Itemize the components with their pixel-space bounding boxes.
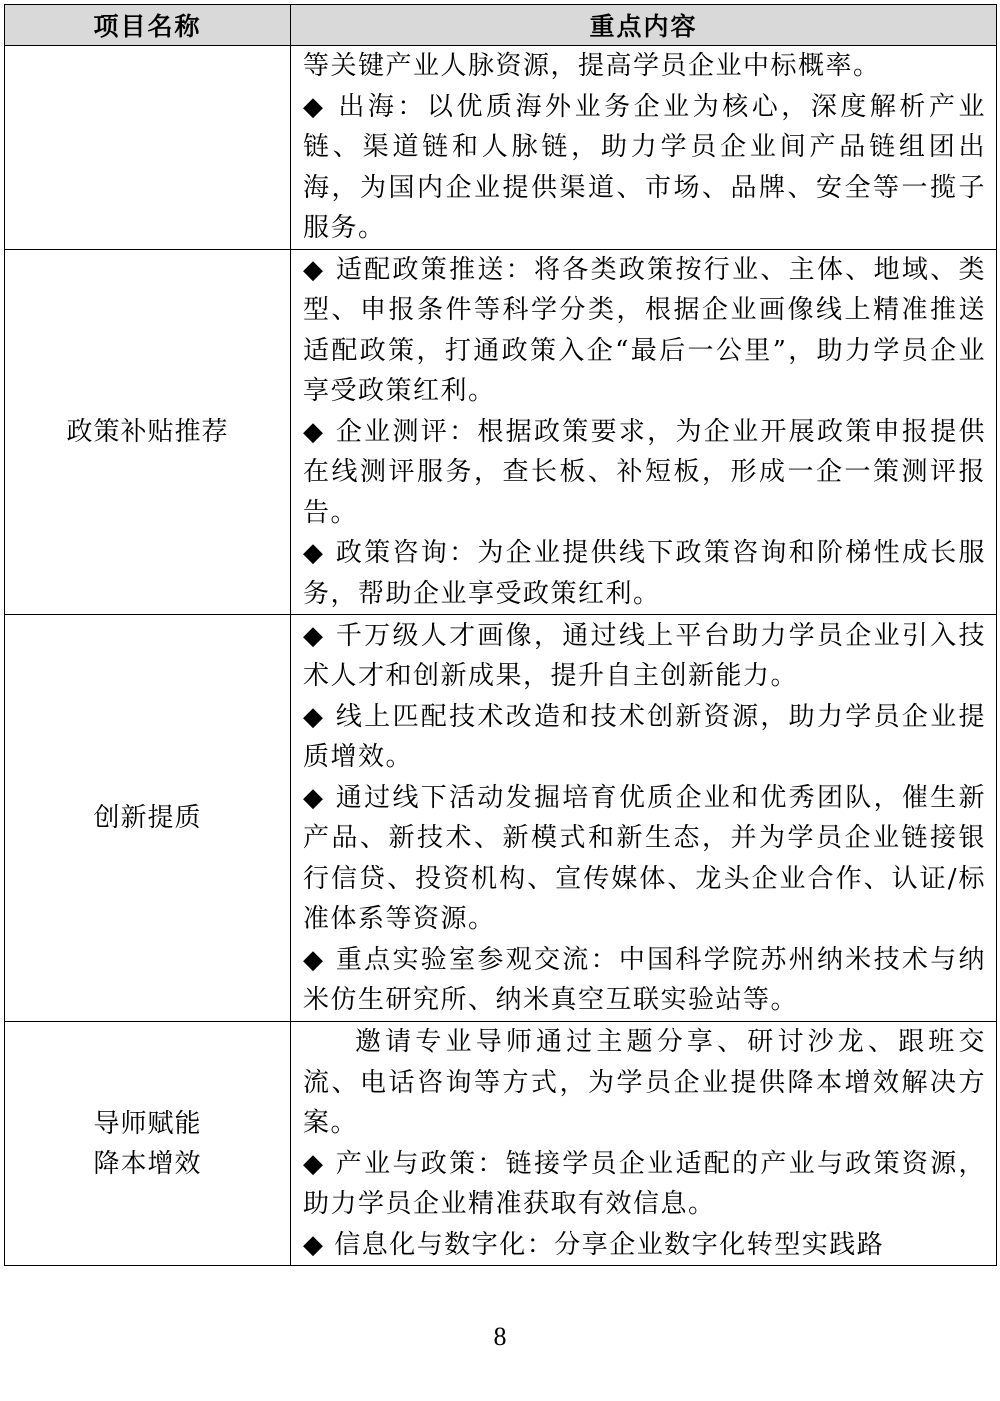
content-paragraph: 等关键产业人脉资源，提高学员企业中标概率。 [303, 51, 881, 81]
row-name-line: 导师赋能 [93, 1108, 202, 1139]
table-row [5, 1022, 997, 1266]
content-paragraph: ◆ 重点实验室参观交流：中国科学院苏州纳米技术与纳米仿生研究所、纳米真空互联实验站等。 [303, 944, 986, 1015]
table-header-row [5, 5, 997, 46]
content-paragraph: ◆ 产业与政策：链接学员企业适配的产业与政策资源，助力学员企业精准获取有效信息。 [303, 1148, 986, 1219]
row-content [291, 1022, 997, 1266]
policy-services-table-wrapper [4, 4, 996, 1266]
row-content [291, 249, 997, 615]
row-name-continued [5, 46, 291, 250]
services-table [4, 4, 997, 1266]
content-paragraph: ◆ 信息化与数字化：分享企业数字化转型实践路 [303, 1229, 885, 1260]
row-content [291, 615, 997, 1022]
content-paragraph: ◆ 政策咨询：为企业提供线下政策咨询和阶梯性成长服务，帮助企业享受政策红利。 [303, 538, 986, 609]
table-row [5, 46, 997, 250]
row-name-policy-subsidy: 政策补贴推荐 [5, 249, 291, 615]
row-name-mentor [5, 1022, 291, 1266]
header-key-content: 重点内容 [291, 5, 997, 46]
page-number: 8 [493, 1322, 507, 1351]
row-name-innovation: 创新提质 [5, 615, 291, 1022]
content-paragraph: 邀请专业导师通过主题分享、研讨沙龙、跟班交流、电话咨询等方式，为学员企业提供降本增效解决方案。 [303, 1027, 986, 1138]
content-paragraph: ◆ 适配政策推送：将各类政策按行业、主体、地域、类型、申报条件等科学分类，根据企业画像线上精准推送适配政策，打通政策入企“最后一公里”，助力学员企业享受政策红利。 [303, 254, 986, 406]
table-row [5, 615, 997, 1022]
header-project-name: 项目名称 [5, 5, 291, 46]
content-paragraph: ◆ 出海：以优质海外业务企业为核心，深度解析产业链、渠道链和人脉链，助力学员企业间产品链组团出海，为国内企业提供渠道、市场、品牌、安全等一揽子服务。 [303, 91, 986, 243]
row-name-line: 降本增效 [93, 1148, 202, 1179]
content-paragraph: ◆ 通过线下活动发掘培育优质企业和优秀团队，催生新产品、新技术、新模式和新生态，并为学员企业链接银行信贷、投资机构、宣传媒体、龙头企业合作、认证/标准体系等资源。 [303, 782, 986, 934]
content-paragraph: ◆ 企业测评：根据政策要求，为企业开展政策申报提供在线测评服务，查长板、补短板，形成一企一策测评报告。 [303, 416, 986, 528]
row-content [291, 46, 997, 250]
content-paragraph: ◆ 线上匹配技术改造和技术创新资源，助力学员企业提质增效。 [303, 701, 986, 772]
table-row [5, 249, 997, 615]
content-paragraph: ◆ 千万级人才画像，通过线上平台助力学员企业引入技术人才和创新成果，提升自主创新能力。 [303, 620, 986, 691]
